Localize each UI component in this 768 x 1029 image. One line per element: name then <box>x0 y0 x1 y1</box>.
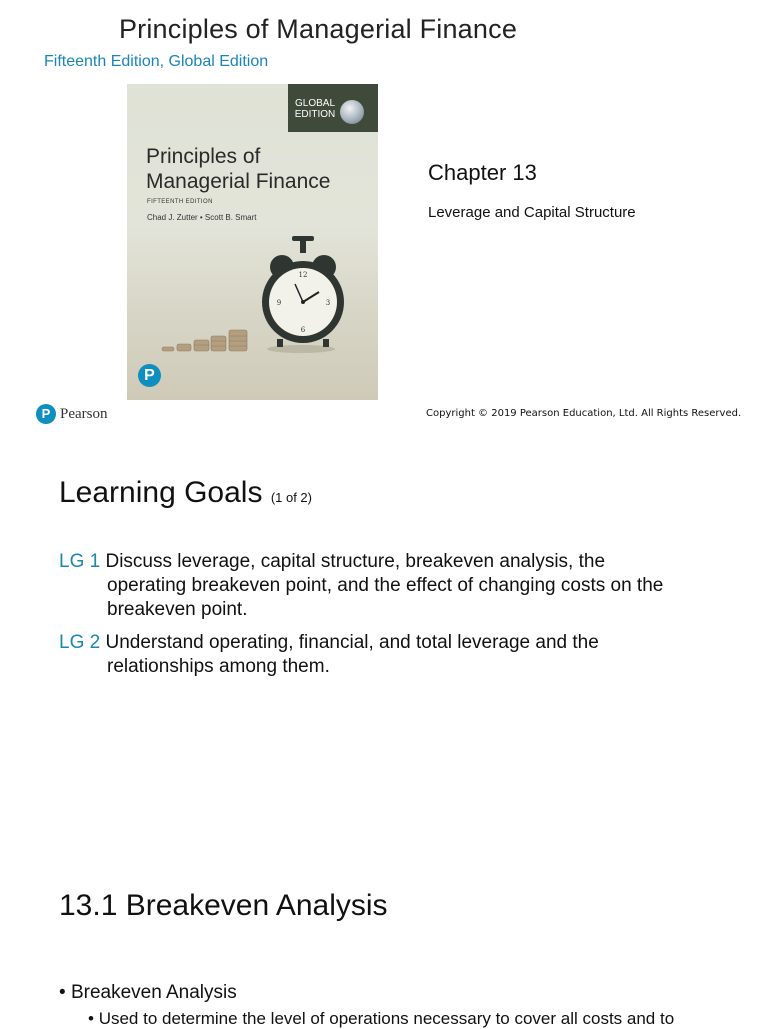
chapter-title: Leverage and Capital Structure <box>428 204 636 221</box>
pearson-p-icon: P <box>36 404 56 424</box>
goal-text-continued: operating breakeven point, and the effect of changing costs on the breakeven point. <box>107 575 664 620</box>
goal-text: Understand operating, financial, and total leverage and the <box>105 632 599 653</box>
global-edition-badge: GLOBAL EDITION <box>294 98 336 120</box>
coin-stacks-image <box>127 84 378 400</box>
learning-goal-item <box>59 550 699 622</box>
goal-text-continued: relationships among them. <box>107 656 330 677</box>
goal-text: Discuss leverage, capital structure, breakeven analysis, the <box>105 551 606 572</box>
pearson-logo <box>36 404 108 424</box>
goal-code: LG 1 <box>59 551 101 572</box>
learning-goal-item <box>59 631 699 679</box>
svg-text:3: 3 <box>325 299 331 307</box>
book-cover-image <box>127 84 378 400</box>
learning-goals-page-note: (1 of 2) <box>270 490 312 505</box>
svg-text:12: 12 <box>298 271 308 279</box>
chapter-number: Chapter 13 <box>428 160 537 185</box>
slide-title: Principles of Managerial Finance <box>118 14 518 44</box>
sub-bullet-item: • Used to determine the level of operations necessary to cover all costs and to <box>88 1009 675 1028</box>
cover-authors: Chad J. Zutter • Scott B. Smart <box>147 213 257 222</box>
pearson-wordmark: Pearson <box>60 405 108 422</box>
goal-code: LG 2 <box>59 632 101 653</box>
learning-goals-title: Learning Goals <box>59 476 263 509</box>
cover-title: Principles of Managerial Finance <box>146 145 331 193</box>
slide-subtitle: Fifteenth Edition, Global Edition <box>44 53 269 70</box>
learning-goals-heading <box>59 476 312 510</box>
svg-text:6: 6 <box>300 326 306 334</box>
copyright-notice: Copyright © 2019 Pearson Education, Ltd. All Rights Reserved. <box>426 408 742 419</box>
cover-edition: FIFTEENTH EDITION <box>147 199 213 205</box>
section-heading: 13.1 Breakeven Analysis <box>59 889 388 922</box>
bullet-item: • Breakeven Analysis <box>59 982 237 1003</box>
svg-text:9: 9 <box>276 299 282 307</box>
pearson-logo-icon: P <box>138 364 161 387</box>
